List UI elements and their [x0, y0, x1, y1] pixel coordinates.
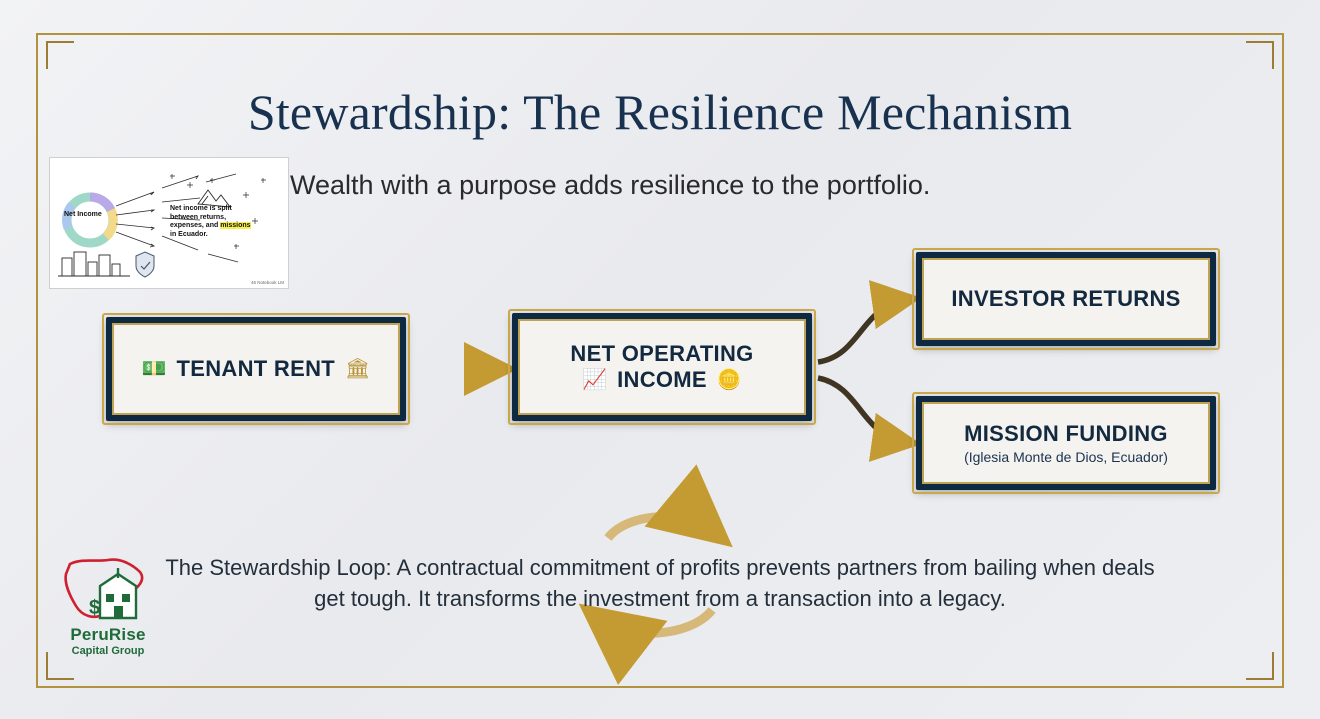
flow-node-net-operating-income[interactable]	[512, 313, 812, 421]
flow-node-label-investor-returns: INVESTOR RETURNS	[951, 286, 1181, 311]
node-inner	[518, 319, 806, 415]
thumbnail-note-line-3: expenses, and	[170, 222, 221, 229]
node-inner	[922, 258, 1210, 340]
thumbnail-note-line-2: between returns,	[170, 213, 227, 221]
thumbnail-note-line-4: in Ecuador.	[170, 230, 208, 238]
corner-ornament-bottom-right	[1246, 652, 1274, 680]
node-inner	[922, 402, 1210, 484]
flow-node-label-tenant-rent: TENANT RENT	[176, 356, 336, 381]
node-content	[142, 356, 371, 382]
thumbnail-note	[170, 205, 270, 239]
flow-node-tenant-rent[interactable]	[106, 317, 406, 421]
coin-stack-icon: 🪙	[716, 369, 742, 391]
svg-text:$: $	[89, 597, 101, 619]
net-income-sketch-thumbnail[interactable]	[49, 157, 289, 289]
stewardship-loop-caption: The Stewardship Loop: A contractual commitment of profits prevents partners from bailing when deals get tough. It transforms the investment from a transaction into a legacy.	[165, 555, 1155, 611]
thumbnail-donut-label: Net Income	[64, 211, 102, 218]
flow-node-label-mission-funding: MISSION FUNDING	[964, 421, 1168, 446]
page-subtitle: Wealth with a purpose adds resilience to the portfolio.	[290, 170, 931, 200]
bank-icon: 🏛	[345, 358, 371, 380]
corner-ornament-top-left	[46, 41, 74, 69]
logo-name: PeruRise	[70, 625, 146, 644]
flow-node-investor-returns[interactable]	[916, 252, 1216, 346]
thumbnail-note-line-1: Net income is split	[170, 205, 232, 212]
flow-node-label-noi-line-2: INCOME	[617, 367, 707, 392]
page-title: Stewardship: The Resilience Mechanism	[247, 84, 1073, 140]
thumbnail-credit: 46 Notebook LM	[250, 280, 284, 285]
node-inner	[112, 323, 400, 415]
node-content	[582, 367, 742, 393]
thumbnail-note-highlight: missions	[220, 222, 251, 229]
corner-ornament-top-right	[1246, 41, 1274, 69]
flow-node-mission-funding[interactable]	[916, 396, 1216, 490]
flow-node-sublabel-mission-funding: (Iglesia Monte de Dios, Ecuador)	[964, 449, 1168, 465]
growth-chart-icon: 📈	[582, 369, 608, 391]
money-bill-icon: 💵	[141, 358, 167, 380]
flow-node-label-noi-line-1: NET OPERATING	[570, 341, 754, 366]
logo-tagline: Capital Group	[71, 645, 145, 657]
